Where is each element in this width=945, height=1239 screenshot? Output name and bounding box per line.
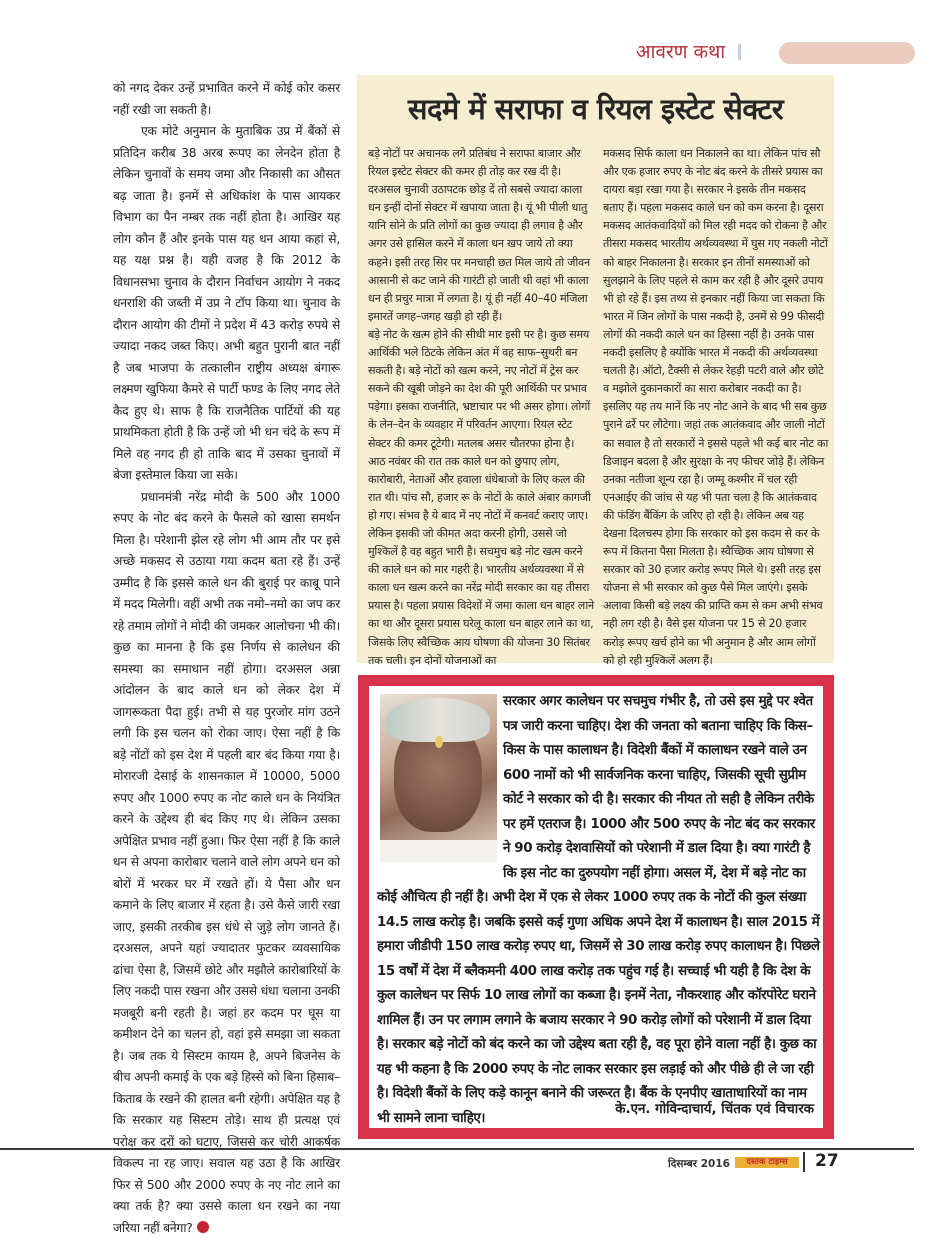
article-paragraph-text: प्रधानमंत्री नरेंद्र मोदी के 500 और 1000 रुपए के नोट बंद करने के फैसले को खासा समर्थन मिला है। परेशानी झेल रहे लोग भी आम तौर पर इसे अच्छे मकसद से उठाया गया कदम बता रहे हैं। उन्हें उम्मीद है कि इससे काले धन की बुराई पर काबू पाने में मदद मिलेगी। वहीं अभी तक नमो–नमो का जप कर रहे तमाम लोगों ने मोदी की जमकर आलोचना भी की। कुछ का मानना है कि इस निर्णय से कालेधन की समस्या का समाधान नहीं होगा। दरअसल अन्ना आंदोलन के बाद काले धन को लेकर देश में जागरूकता पैदा हुई। तभी से यह पुरजोर मांग उठने लगी कि इस चलन को रोका जाए। ऐसा नहीं है कि बड़े नोंटों को इस देश में पहली बार बंद किया गया है। मोरारजी देसाई के शासनकाल में 10000, 5000 रुपए और 1000 रुपए क नोट काले धन के नियंत्रित करने के उद्देश्य ही बंद किए गए थे। लेकिन उसका अपेक्षित प्रभाव नहीं हुआ। फिर ऐसा नहीं है कि काले धन से अपना कारोबार चलाने वाले लोग अपने धन को बोरों में भरकर घर में रखते हों। ये पैसा और धन कमाने के लिए बाजार में रहता है। उसे कैसे जारी रखा जाए, इसकी तरकीब इस धंधे से जुड़े लोग जानते हैं। दरअसल, अपने यहां ज्यादातर फुटकर व्यवसायिक ढांचा ऐसा है, जिसमें छोटे और मझौले कारोबारियों के लिए नकदी पास रखना और उससे धंधा चलाना उनकी मजबूरी बनी रहती है। जहां हर कदम पर घूस या कमीशन देने का चलन हो, वहां इसे समझा जा सकता है। जब तक ये सिस्टम कायम है, अपने बिजनेस के बीच अपनी कमाई के एक बड़े हिस्से को बिना हिसाब–किताब के रखने की हालत बनी रहेगी। अपेक्षित यह है कि सरकार यह सिस्टम तोड़े। साथ ही प्रत्यक्ष एवं परोक्ष कर दरों को घटाए, जिससे कर चोरी आकर्षक विकल्प ना रह जाए। सवाल यह उठा है कि आखिर फिर से 500 और 2000 रुपए के नए नोट लाने का क्या तर्क है? क्या उससे काला धन रखने का नया जरिया नहीं बनेगा? <box>113 490 340 1235</box>
article-paragraph: को नगद देकर उन्हें प्रभावित करने में कोई कोर कसर नहीं रखी जा सकती है। <box>113 78 340 121</box>
end-mark-icon <box>197 1221 209 1233</box>
header-divider <box>738 44 741 60</box>
sidebar-paragraph: बड़े नोटों पर अचानक लगे प्रतिबंध ने सराफा बाजार और रियल इस्टेट सेक्टर की कमर ही तोड़ कर रख दी है। दरअसल चुनावी उठापटक छोड़ दें तो सबसे ज्यादा काला धन इन्हीं दोनों सेक्टर में खपाया जाता है। यूं भी पीली धातु यानि सोने के प्रति लोगों का कुछ ज्यादा ही लगाव है और अगर उसे हासिल करने में काला धन खप जाये तो क्या कहने। इसी तरह सिर पर मनचाही छत मिल जाये तो जीवन आसानी से कट जाने की गारंटी हो जाती थी वहां भी काला धन ही प्रचुर मात्रा में लगता है। यूं ही नहीं 40–40 मंजिला इमारतें जगह–जगह खड़ी हो रही हैं। <box>368 145 594 326</box>
sidebar-paragraph: मकसद सिर्फ काला धन निकालने का था। लेकिन पांच सौ और एक हजार रुपए के नोट बंद करने के तीसरे प्रयास का दायरा बड़ा रखा गया है। सरकार ने इसके तीन मकसद बताए हैं। पहला मकसद काले धन को कम करना है। दूसरा मकसद आतंकवादियों को मिल रही मदद को रोकना है और तीसरा मकसद भारतीय अर्थव्यवस्था में घुस गए नकली नोटों को बाहर निकालना है। सरकार इन तीनों समस्याओं को सुलझाने के लिए पहले से काम कर रही है और दूसरे उपाय भी हो रहे हैं। इस तथ्य से इनकार नहीं किया जा सकता कि भारत में जिन लोगों के पास नकदी है, उनमें से 99 फीसदी लोगों की नकदी काले धन का हिस्सा नहीं है। उनके पास नकदी इसलिए है क्योंकि भारत में नकदी की अर्थव्यवस्था चलती है। ऑटो, टैक्सी से लेकर रेहड़ी पटरी वाले और छोटे व मझोले दुकानकारों का सारा करोबार नकदी का है। इसलिए यह तय मानें कि नए नोट आने के बाद भी सब कुछ पुराने ढर्रे पर लौटेगा। जहां तक आतंकवाद और जाली नोटों का सवाल है तो सरकारों ने इससे पहले भी कई बार नोट का डिजाइन बदला है और सुरक्षा के नए फीचर जोड़े हैं। लेकिन उनका नतीजा शून्य रहा है। जम्मू कश्मीर में चल रही एनआईए की जांच से यह भी पता चला है कि आतंकवाद की फंडिंग बैंकिंग के जरिए हो रही है। लेकिन अब यह देखना दिलचस्प होगा कि सरकार को इस कदम से कर के रूप में कितना पैसा मिलता है। स्वैच्छिक आय घोषणा से सरकार को 30 हजार करोड़ रूपए मिले थे। इसी तरह इस योजना से भी सरकार को कुछ पैसे मिल जाएंगे। इसके अलावा किसी बड़े लक्ष्य की प्राप्ति कम से कम अभी संभव नही लग रही है। वैसे इस योजना पर 15 से 20 हजार करोड़ रूपए खर्च होने का भी अनुमान है और आम लोगों को हो रही मुश्किलें अलग हैं। <box>603 145 829 670</box>
article-paragraph: एक मोटे अनुमान के मुताबिक उप्र में बैंकों से प्रतिदिन करीब 38 अरब रूपए का लेनदेन होता है लेकिन चुनावों के समय जमा और निकासी का औसत बढ़ जाता है। इनमें से अधिकांश के पास आयकर विभाग का पैन नम्बर तक नहीं होता है। आखिर यह लोग कौन हैं और इनके पास यह धन आया कहां से, यह यक्ष प्रश्न है। यही वजह है कि 2012 के विधानसभा चुनाव के दौरान निर्वाचन आयोग ने नकद धनराशि की जब्ती में उप्र ने टॉप किया था। चुनाव के दौरान आयोग की टीमों ने प्रदेश में 43 करोड़ रुपये से ज्यादा नकद जब्त किए। अभी बहुत पुरानी बात नहीं है जब भाजपा के तत्कालीन राष्ट्रीय अध्यक्ष बंगारू लक्ष्मण खुफिया कैमरे से पार्टी फण्ड के लिए नगद लेते कैद हुए थे। साफ है कि राजनैतिक पार्टियों की यह प्राथमिकता होती है कि उन्हें जो भी धन चंदे के रूप में मिले वह नगद ही हो ताकि बाद में उसका चुनावों में बेजा इस्तेमाल किया जा सके। <box>113 121 340 487</box>
page-number: 27 <box>815 1151 839 1171</box>
footer-rule <box>0 1148 914 1150</box>
quote-box <box>358 675 834 1139</box>
sidebar-title: सदमे में सराफा व रियल इस्टेट सेक्टर <box>357 89 834 128</box>
left-article-column <box>113 78 340 1239</box>
quote-author: के.एन. गोविन्दाचार्य, चिंतक एवं विचारक <box>615 1099 814 1117</box>
sidebar-column-2 <box>603 145 829 670</box>
sidebar-paragraph: बड़े नोट के खत्म होने की सीधी मार इसी पर है। कुछ समय आर्थिकी भले ठिटके लेकिन अंत में वह साफ–सुथरी बन सकती है। बड़े नोटों को खत्म करने, नए नोटों में ट्रेस कर सकने की खूबी जोड़ने का देश की पूरी आर्थिकी पर प्रभाव पड़ेगा। इसका राजनीति, भ्रष्टाचार पर भी असर होगा। लोगों के लेन–देन के व्यवहार में परिवर्तन आएगा। रियल स्टेट सेक्टर की कमर टूटेगी। मतलब असर चौतरफा होना है। आठ नवंबर की रात तक काले धन को छुपाए लोग, कारोबारी, नेताओं और हवाला धंधेबाजो के लिए कत्ल की रात थी। पांच सौ, हजार रू के नोटों के काले अंबार कागजी हो गए। संभव है ये बाद में नए नोटों में कनवर्ट कराए जाए। लेकिन इसकी जो कीमत अदा करनी होगी, उससे जो मुश्किलें है वह बहुत भारी है। सचमुच बड़े नोट खत्म करने की काले धन को मार गहरी है। भारतीय अर्थव्यवस्था में से काला धन खत्म करने का नरेंद्र मोदी सरकार का यह तीसरा प्रयास है। पहला प्रयास विदेशों में जमा काला धन बाहर लाने का था और दूसरा प्रयास घरेलू काला धन बाहर लाने का था, जिसके लिए स्वैच्छिक आय घोषणा की योजना 30 सितंबर तक चली। इन दोनों योजनाओं का <box>368 326 594 670</box>
magazine-logo: दस्तक टाइम्स <box>735 1157 799 1168</box>
article-paragraph <box>113 487 340 1239</box>
sidebar-box <box>357 75 834 663</box>
header-decoration-pill <box>779 42 915 64</box>
footer-date: दिसम्बर 2016 <box>668 1157 730 1171</box>
footer-divider <box>803 1152 805 1172</box>
quote-text: सरकार अगर कालेधन पर सचमुच गंभीर है, तो उसे इस मुद्दे पर श्वेत पत्र जारी करना चाहिए। देश की जनता को बताना चाहिए कि किस–किस के पास कालाधन है। विदेशी बैंकों में कालाधन रखने वाले उन 600 नामों को भी सार्वजनिक करना चाहिए, जिसकी सूची सुप्रीम कोर्ट ने सरकार को दी है। सरकार की नीयत तो सही है लेकिन तरीके पर हमें एतराज है। 1000 और 500 रुपए के नोट बंद कर सरकार ने 90 करोड़ देशवासियों को परेशानी में डाल दिया है। क्या गारंटी है कि इस नोट का दुरुपयोग नहीं होगा। असल में, देश में बड़े नोट का कोई औचित्य ही नहीं है। अभी देश में एक से लेकर 1000 रुपए तक के नोटों की कुल संख्या 14.5 लाख करोड़ है। जबकि इससे कई गुणा अधिक अपने देश में कालाधन है। साल 2015 में हमारा जीडीपी 150 लाख करोड़ रुपए था, जिसमें से 30 लाख करोड़ रुपए कालाधन है। पिछले 15 वर्षों में देश में ब्लैकमनी 400 लाख करोड़ तक पहुंच गई है। सच्चाई भी यही है कि देश के कुल कालेधन पर सिर्फ 10 लाख लोगों का कब्जा है। इनमें नेता, नौकरशाह और कॉरपोरेट घराने शामिल हैं। उन पर लगाम लगाने के बजाय सरकार ने 90 करोड़ लोगों को परेशानी में डाल दिया है। सरकार बड़े नोटों को बंद करने का जो उद्देश्य बता रही है, वह पूरा होने वाला नहीं है। कुछ का यह भी कहना है कि 2000 रुपए के नोट लाकर सरकार इस लड़ाई को और पीछे ही ले जा रही है। विदेशी बैंकों के लिए कड़े कानून बनाने की जरूरत है। बैंक के एनपीए खाताधारियों का नाम भी सामने लाना चाहिए। <box>377 694 820 1126</box>
section-label: आवरण कथा <box>636 38 725 64</box>
quote-text-block <box>377 690 823 1131</box>
sidebar-column-1 <box>368 145 594 670</box>
quote-box-inner <box>369 686 823 1128</box>
